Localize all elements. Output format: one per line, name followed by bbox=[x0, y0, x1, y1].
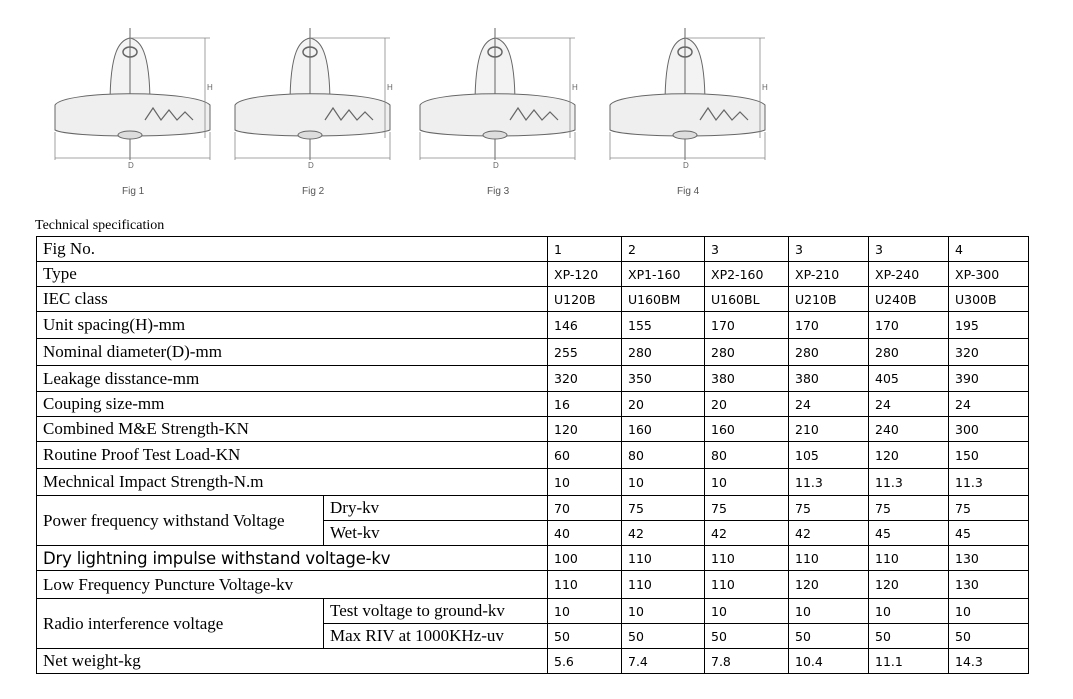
value-cell: 10 bbox=[548, 469, 622, 496]
row-label: Power frequency withstand Voltage bbox=[37, 496, 324, 546]
value-cell: 42 bbox=[622, 521, 705, 546]
value-cell: 45 bbox=[869, 521, 949, 546]
value-cell: 380 bbox=[789, 366, 869, 392]
value-cell: 320 bbox=[949, 339, 1029, 366]
insulator-drawing bbox=[605, 10, 785, 185]
value-cell: 60 bbox=[548, 442, 622, 469]
value-cell: 10 bbox=[622, 469, 705, 496]
h-label: H bbox=[387, 83, 393, 92]
value-cell: 170 bbox=[789, 312, 869, 339]
value-cell: U210B bbox=[789, 287, 869, 312]
sub-label: Test voltage to ground-kv bbox=[324, 599, 548, 624]
table-row bbox=[37, 366, 1029, 392]
row-label: Couping size-mm bbox=[37, 392, 548, 417]
value-cell: 75 bbox=[789, 496, 869, 521]
value-cell: 4 bbox=[949, 237, 1029, 262]
value-cell: 320 bbox=[548, 366, 622, 392]
section-title: Technical specification bbox=[35, 218, 165, 233]
value-cell: 11.1 bbox=[869, 649, 949, 674]
value-cell: U120B bbox=[548, 287, 622, 312]
value-cell: 210 bbox=[789, 417, 869, 442]
value-cell: 110 bbox=[705, 546, 789, 571]
value-cell: 280 bbox=[705, 339, 789, 366]
value-cell: 240 bbox=[869, 417, 949, 442]
value-cell: U160BL bbox=[705, 287, 789, 312]
value-cell: 10 bbox=[789, 599, 869, 624]
value-cell: 255 bbox=[548, 339, 622, 366]
d-label: D bbox=[128, 161, 134, 170]
value-cell: 11.3 bbox=[949, 469, 1029, 496]
row-label: Fig No. bbox=[37, 237, 548, 262]
value-cell: 155 bbox=[622, 312, 705, 339]
row-label: Leakage disstance-mm bbox=[37, 366, 548, 392]
value-cell: 75 bbox=[869, 496, 949, 521]
value-cell: 170 bbox=[869, 312, 949, 339]
sub-label: Wet-kv bbox=[324, 521, 548, 546]
d-label: D bbox=[493, 161, 499, 170]
row-label: Net weight-kg bbox=[37, 649, 548, 674]
value-cell: 1 bbox=[548, 237, 622, 262]
value-cell: 110 bbox=[622, 546, 705, 571]
value-cell: 42 bbox=[789, 521, 869, 546]
table-row bbox=[37, 392, 1029, 417]
value-cell: XP2-160 bbox=[705, 262, 789, 287]
table-row bbox=[37, 469, 1029, 496]
value-cell: XP-300 bbox=[949, 262, 1029, 287]
value-cell: 50 bbox=[789, 624, 869, 649]
h-label: H bbox=[762, 83, 768, 92]
value-cell: 146 bbox=[548, 312, 622, 339]
value-cell: 3 bbox=[705, 237, 789, 262]
row-label: Type bbox=[37, 262, 548, 287]
value-cell: 50 bbox=[869, 624, 949, 649]
value-cell: 280 bbox=[869, 339, 949, 366]
row-label: Radio interference voltage bbox=[37, 599, 324, 649]
insulator-drawing bbox=[230, 10, 410, 185]
value-cell: 280 bbox=[622, 339, 705, 366]
sub-label: Dry-kv bbox=[324, 496, 548, 521]
value-cell: XP-120 bbox=[548, 262, 622, 287]
value-cell: 170 bbox=[705, 312, 789, 339]
value-cell: 20 bbox=[622, 392, 705, 417]
value-cell: 75 bbox=[622, 496, 705, 521]
row-label: IEC class bbox=[37, 287, 548, 312]
value-cell: 300 bbox=[949, 417, 1029, 442]
value-cell: 10.4 bbox=[789, 649, 869, 674]
value-cell: 80 bbox=[705, 442, 789, 469]
value-cell: 110 bbox=[869, 546, 949, 571]
value-cell: 120 bbox=[869, 571, 949, 599]
h-label: H bbox=[207, 83, 213, 92]
value-cell: 11.3 bbox=[789, 469, 869, 496]
value-cell: XP-240 bbox=[869, 262, 949, 287]
figure-3 bbox=[415, 10, 595, 200]
value-cell: 110 bbox=[622, 571, 705, 599]
value-cell: 75 bbox=[705, 496, 789, 521]
value-cell: U240B bbox=[869, 287, 949, 312]
value-cell: 50 bbox=[548, 624, 622, 649]
value-cell: 24 bbox=[949, 392, 1029, 417]
value-cell: 390 bbox=[949, 366, 1029, 392]
value-cell: 3 bbox=[869, 237, 949, 262]
value-cell: 20 bbox=[705, 392, 789, 417]
value-cell: U300B bbox=[949, 287, 1029, 312]
value-cell: 120 bbox=[548, 417, 622, 442]
value-cell: 11.3 bbox=[869, 469, 949, 496]
value-cell: 7.8 bbox=[705, 649, 789, 674]
row-label: Dry lightning impulse withstand voltage-kv bbox=[37, 546, 548, 571]
value-cell: 195 bbox=[949, 312, 1029, 339]
value-cell: 40 bbox=[548, 521, 622, 546]
value-cell: 150 bbox=[949, 442, 1029, 469]
value-cell: 42 bbox=[705, 521, 789, 546]
table-row bbox=[37, 237, 1029, 262]
value-cell: 45 bbox=[949, 521, 1029, 546]
value-cell: U160BM bbox=[622, 287, 705, 312]
value-cell: 10 bbox=[705, 469, 789, 496]
table-row bbox=[37, 262, 1029, 287]
insulator-figures bbox=[30, 10, 830, 200]
row-label: Combined M&E Strength-KN bbox=[37, 417, 548, 442]
value-cell: 130 bbox=[949, 571, 1029, 599]
value-cell: 100 bbox=[548, 546, 622, 571]
value-cell: 24 bbox=[789, 392, 869, 417]
row-label: Unit spacing(H)-mm bbox=[37, 312, 548, 339]
value-cell: 2 bbox=[622, 237, 705, 262]
row-label: Nominal diameter(D)-mm bbox=[37, 339, 548, 366]
table-row bbox=[37, 649, 1029, 674]
figure-caption: Fig 1 bbox=[122, 186, 145, 197]
row-label: Mechnical Impact Strength-N.m bbox=[37, 469, 548, 496]
value-cell: 110 bbox=[789, 546, 869, 571]
value-cell: 110 bbox=[705, 571, 789, 599]
value-cell: 7.4 bbox=[622, 649, 705, 674]
h-label: H bbox=[572, 83, 578, 92]
figure-caption: Fig 4 bbox=[677, 186, 700, 197]
insulator-drawing bbox=[415, 10, 595, 185]
value-cell: 380 bbox=[705, 366, 789, 392]
table-row bbox=[37, 312, 1029, 339]
value-cell: 160 bbox=[622, 417, 705, 442]
value-cell: 120 bbox=[869, 442, 949, 469]
value-cell: 50 bbox=[622, 624, 705, 649]
value-cell: 160 bbox=[705, 417, 789, 442]
figure-1 bbox=[50, 10, 230, 200]
value-cell: XP-210 bbox=[789, 262, 869, 287]
table-row bbox=[37, 571, 1029, 599]
d-label: D bbox=[308, 161, 314, 170]
value-cell: 70 bbox=[548, 496, 622, 521]
table-row bbox=[37, 287, 1029, 312]
figure-caption: Fig 3 bbox=[487, 186, 510, 197]
table-row bbox=[37, 417, 1029, 442]
value-cell: 120 bbox=[789, 571, 869, 599]
value-cell: 75 bbox=[949, 496, 1029, 521]
value-cell: 10 bbox=[869, 599, 949, 624]
value-cell: XP1-160 bbox=[622, 262, 705, 287]
value-cell: 80 bbox=[622, 442, 705, 469]
value-cell: 105 bbox=[789, 442, 869, 469]
table-row bbox=[37, 442, 1029, 469]
value-cell: 130 bbox=[949, 546, 1029, 571]
value-cell: 50 bbox=[949, 624, 1029, 649]
table-row bbox=[37, 496, 1029, 521]
value-cell: 110 bbox=[548, 571, 622, 599]
row-label: Routine Proof Test Load-KN bbox=[37, 442, 548, 469]
value-cell: 10 bbox=[622, 599, 705, 624]
spec-table bbox=[36, 236, 1029, 674]
insulator-drawing bbox=[50, 10, 230, 185]
table-row bbox=[37, 546, 1029, 571]
value-cell: 5.6 bbox=[548, 649, 622, 674]
value-cell: 50 bbox=[705, 624, 789, 649]
value-cell: 24 bbox=[869, 392, 949, 417]
table-row bbox=[37, 599, 1029, 624]
row-label: Low Frequency Puncture Voltage-kv bbox=[37, 571, 548, 599]
value-cell: 3 bbox=[789, 237, 869, 262]
sub-label: Max RIV at 1000KHz-uv bbox=[324, 624, 548, 649]
value-cell: 405 bbox=[869, 366, 949, 392]
value-cell: 280 bbox=[789, 339, 869, 366]
value-cell: 10 bbox=[949, 599, 1029, 624]
figure-4 bbox=[605, 10, 785, 200]
value-cell: 10 bbox=[705, 599, 789, 624]
value-cell: 14.3 bbox=[949, 649, 1029, 674]
table-row bbox=[37, 339, 1029, 366]
value-cell: 350 bbox=[622, 366, 705, 392]
value-cell: 10 bbox=[548, 599, 622, 624]
figure-2 bbox=[230, 10, 410, 200]
figure-caption: Fig 2 bbox=[302, 186, 325, 197]
value-cell: 16 bbox=[548, 392, 622, 417]
d-label: D bbox=[683, 161, 689, 170]
